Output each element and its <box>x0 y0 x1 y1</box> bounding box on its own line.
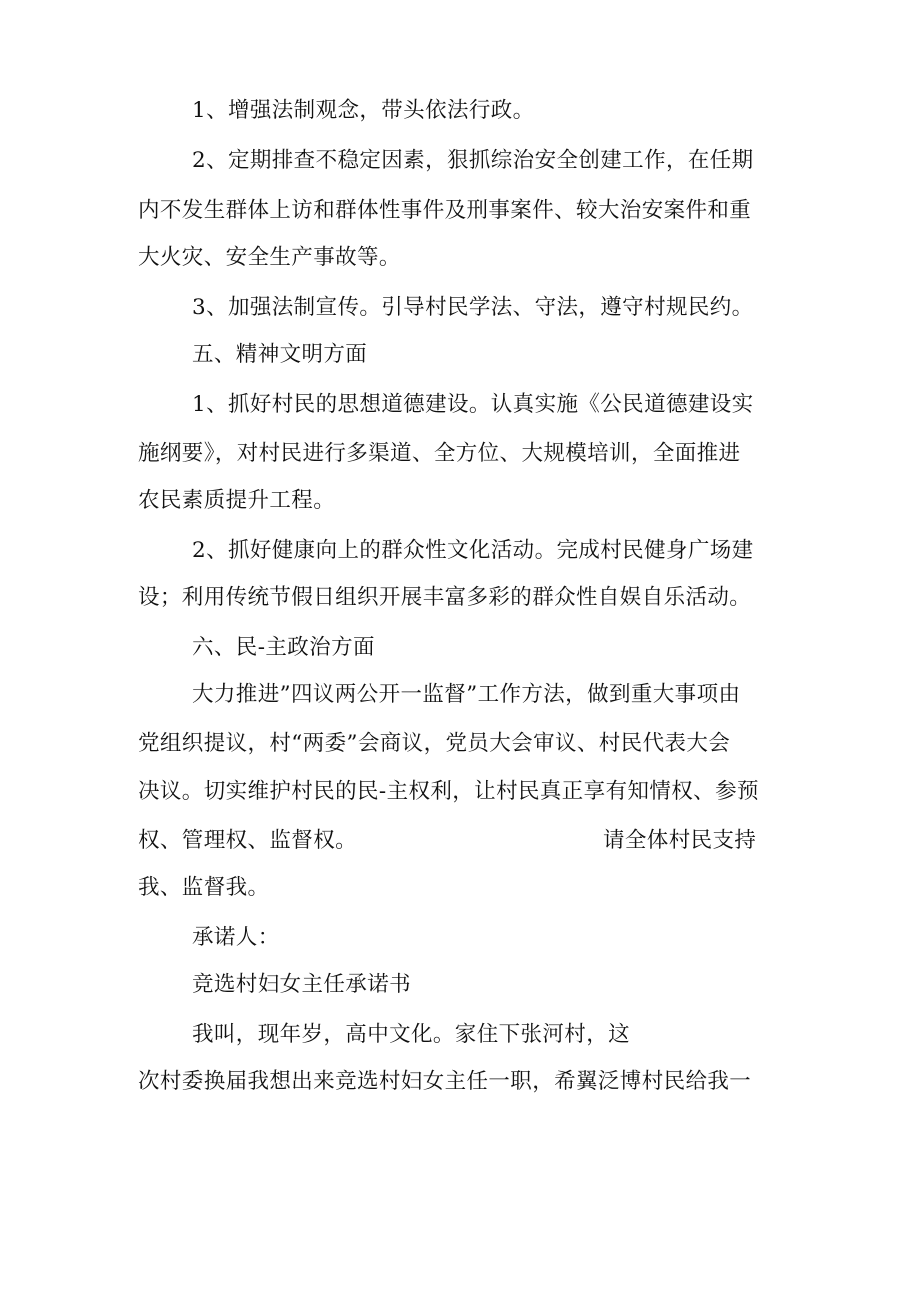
section-heading: 五、精神文明方面 <box>192 342 368 367</box>
paragraph-line: 1、增强法制观念，带头依法行政。 <box>192 98 535 123</box>
paragraph-line: 党组织提议，村“两委”会商议，党员大会审议、村民代表大会 <box>138 731 731 756</box>
paragraph-line-right: 请全体村民支持 <box>603 828 757 853</box>
paragraph-line: 我、监督我。 <box>138 875 270 900</box>
paragraph-line: 2、定期排查不稳定因素，狠抓综治安全创建工作，在任期 <box>192 148 754 173</box>
paragraph-line: 1、抓好村民的思想道德建设。认真实施《公民道德建设实 <box>192 392 754 417</box>
paragraph-line: 我叫，现年岁，高中文化。家住下张河村，这 <box>192 1022 631 1047</box>
paragraph-line: 大力推进”四议两公开一监督”工作方法，做到重大事项由 <box>192 682 741 707</box>
paragraph-line: 决议。切实维护村民的民-主权利，让村民真正享有知情权、参预 <box>138 779 759 804</box>
paragraph-line: 设；利用传统节假日组织开展丰富多彩的群众性自娱自乐活动。 <box>138 585 752 610</box>
paragraph-line: 2、抓好健康向上的群众性文化活动。完成村民健身广场建 <box>192 538 754 563</box>
signature-label: 承诺人： <box>192 925 280 950</box>
document-title: 竞选村妇女主任承诺书 <box>192 972 412 997</box>
section-heading: 六、民-主政治方面 <box>192 635 375 660</box>
paragraph-line: 3、加强法制宣传。引导村民学法、守法，遵守村规民约。 <box>192 295 754 320</box>
paragraph-line: 大火灾、安全生产事故等。 <box>138 245 401 270</box>
paragraph-line: 内不发生群体上访和群体性事件及刑事案件、较大治安案件和重 <box>138 198 752 223</box>
paragraph-line: 施纲要》，对村民进行多渠道、全方位、大规模培训，全面推进 <box>138 441 741 466</box>
paragraph-line: 农民素质提升工程。 <box>138 488 336 513</box>
paragraph-line: 权、管理权、监督权。 <box>138 828 358 853</box>
paragraph-line: 次村委换届我想出来竞选村妇女主任一职，希翼泛博村民给我一 <box>138 1069 752 1094</box>
